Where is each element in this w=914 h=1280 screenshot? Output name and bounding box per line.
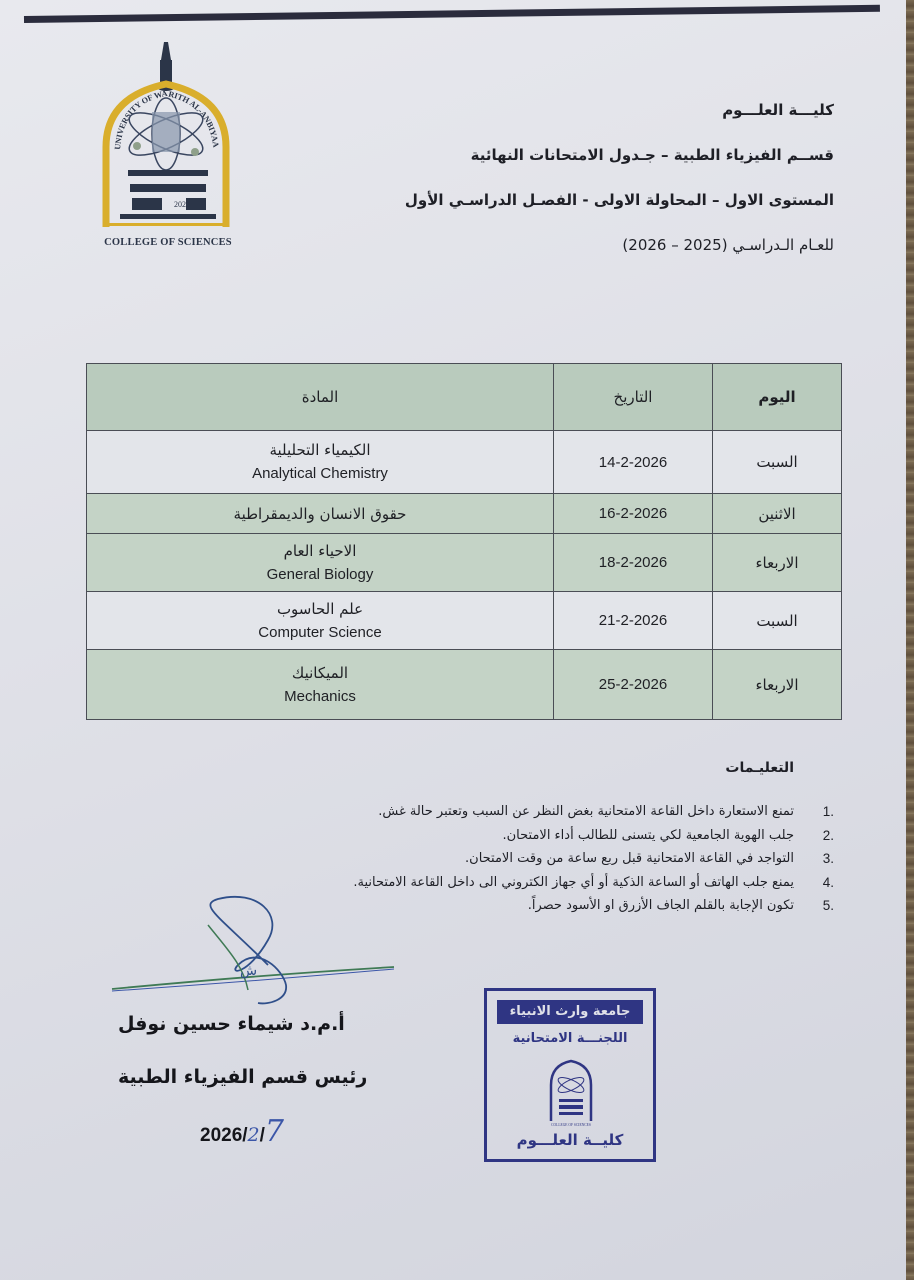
cell-day: الاثنين bbox=[713, 494, 842, 534]
cell-date: 14-2-2026 bbox=[554, 431, 713, 494]
svg-text:UNIVERSITY OF WARITH AL-ANBIYA: UNIVERSITY OF WARITH AL-ANBIYAA bbox=[113, 88, 221, 151]
instruction-text: يمنع جلب الهاتف أو الساعة الذكية أو أي جهاز الكتروني الى داخل القاعة الامتحانية. bbox=[353, 874, 794, 890]
cell-subject bbox=[87, 494, 554, 534]
college-logo-graphic bbox=[100, 42, 236, 248]
stamp-logo-icon bbox=[547, 1055, 595, 1129]
subject-arabic: الاحياء العام bbox=[283, 541, 357, 560]
date-separator: / bbox=[259, 1125, 265, 1146]
cell-day: الاربعاء bbox=[713, 534, 842, 592]
instructions-list bbox=[353, 800, 834, 918]
stamp-college-label: كليــة العلـــوم bbox=[516, 1131, 624, 1149]
instruction-number: 5. bbox=[822, 898, 834, 913]
instruction-number: 4. bbox=[822, 874, 834, 890]
top-divider bbox=[24, 5, 880, 23]
table-row bbox=[87, 592, 842, 650]
instruction-text: جلب الهوية الجامعية لكي يتسنى للطالب أداء الامتحان. bbox=[502, 827, 794, 843]
table-header-row bbox=[87, 364, 842, 431]
header-date: التاريخ bbox=[554, 364, 713, 431]
cell-date: 21-2-2026 bbox=[554, 592, 713, 650]
academic-year: للعـام الـدراسـي (2025 – 2026) bbox=[622, 236, 834, 254]
date-day-handwritten: 7 bbox=[264, 1114, 285, 1149]
header-day: اليوم bbox=[713, 364, 842, 431]
table-row bbox=[87, 534, 842, 592]
stamp-university-banner: جامعة وارث الانبياء bbox=[497, 1000, 643, 1024]
svg-text:ش: ش bbox=[240, 963, 258, 979]
cell-subject bbox=[87, 650, 554, 720]
table-row bbox=[87, 494, 842, 534]
svg-text:2023: 2023 bbox=[174, 200, 190, 209]
cell-day: السبت bbox=[713, 592, 842, 650]
instruction-item bbox=[353, 824, 834, 848]
instruction-item bbox=[353, 800, 834, 824]
stamp-committee-label: اللجنـــة الامتحانية bbox=[512, 1031, 628, 1046]
table-row bbox=[87, 650, 842, 720]
cell-day: الاربعاء bbox=[713, 650, 842, 720]
instruction-item bbox=[353, 847, 834, 871]
date-year-printed: 2026/ bbox=[200, 1125, 248, 1146]
subject-english: Computer Science bbox=[258, 623, 382, 641]
instructions-title: التعليـمات bbox=[725, 760, 794, 776]
document-header bbox=[405, 98, 834, 278]
logo-caption: COLLEGE OF SCIENCES bbox=[104, 237, 232, 248]
signatory-name: أ.م.د شيماء حسين نوفل bbox=[118, 1013, 345, 1035]
signature-date bbox=[200, 1114, 284, 1149]
cell-subject bbox=[87, 534, 554, 592]
level-title: المستوى الاول – المحاولة الاولى - الفصـل الدراسـي الأول bbox=[404, 191, 834, 209]
subject-english: Analytical Chemistry bbox=[252, 465, 388, 482]
instruction-text: التواجد في القاعة الامتحانية قبل ربع ساعة من وقت الامتحان. bbox=[465, 851, 794, 866]
exam-schedule-table bbox=[86, 363, 842, 720]
handwritten-signature bbox=[108, 895, 398, 1005]
college-logo bbox=[100, 42, 236, 248]
cell-day: السبت bbox=[713, 431, 842, 494]
subject-arabic: حقوق الانسان والديمقراطية bbox=[233, 504, 407, 523]
exam-committee-stamp bbox=[484, 988, 656, 1162]
background-surface bbox=[906, 0, 914, 1280]
table-row bbox=[87, 431, 842, 494]
subject-english: General Biology bbox=[266, 565, 374, 583]
cell-date: 25-2-2026 bbox=[554, 650, 713, 720]
subject-arabic: علم الحاسوب bbox=[276, 599, 364, 618]
department-title: قســم الفيزياء الطبية – جـدول الامتحانات النهائية bbox=[470, 146, 834, 164]
instruction-item bbox=[353, 871, 834, 895]
svg-text:COLLEGE OF SCIENCES: COLLEGE OF SCIENCES bbox=[551, 1123, 591, 1127]
subject-arabic: الكيمياء التحليلية bbox=[269, 441, 371, 459]
header-subject: المادة bbox=[87, 364, 554, 431]
signatory-role: رئيس قسم الفيزياء الطبية bbox=[118, 1066, 368, 1088]
instruction-number: 3. bbox=[822, 851, 834, 866]
instruction-text: تكون الإجابة بالقلم الجاف الأزرق او الأسود حصراً. bbox=[527, 898, 794, 913]
college-title: كليـــة العلـــوم bbox=[722, 101, 834, 119]
cell-date: 16-2-2026 bbox=[554, 494, 713, 534]
instruction-item bbox=[353, 894, 834, 918]
instruction-number: 1. bbox=[822, 804, 834, 819]
cell-date: 18-2-2026 bbox=[554, 534, 713, 592]
instruction-text: تمنع الاستعارة داخل القاعة الامتحانية بغض النظر عن السبب وتعتبر حالة غش. bbox=[378, 804, 794, 819]
cell-subject bbox=[87, 431, 554, 494]
date-month-handwritten: 2 bbox=[247, 1124, 260, 1146]
subject-arabic: الميكانيك bbox=[291, 663, 349, 682]
cell-subject bbox=[87, 592, 554, 650]
subject-english: Mechanics bbox=[284, 687, 356, 705]
instruction-number: 2. bbox=[822, 827, 834, 843]
